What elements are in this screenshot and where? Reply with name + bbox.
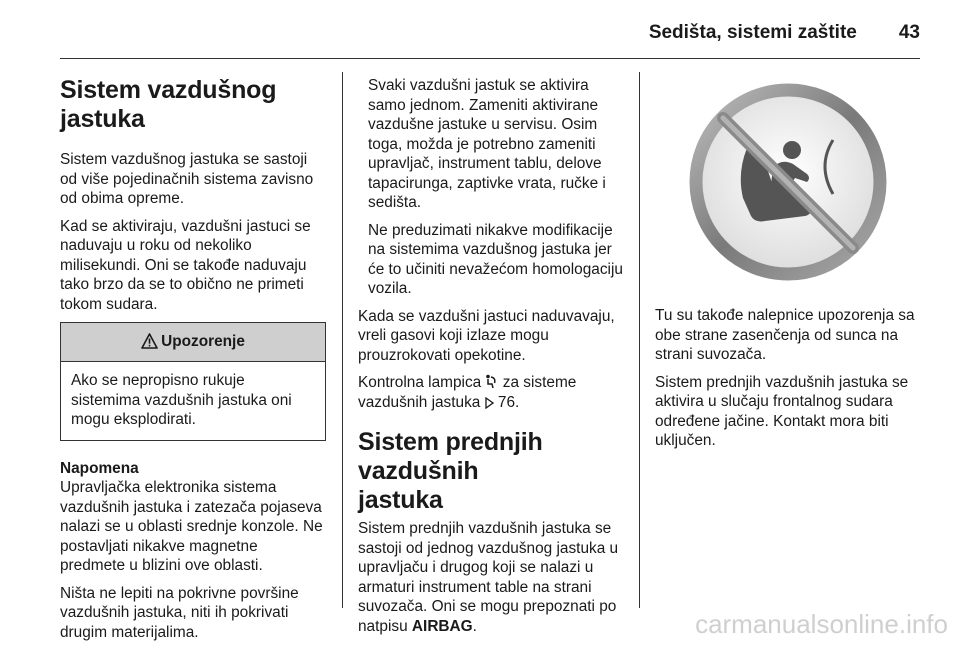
column-1 — [60, 76, 326, 650]
column-divider-2 — [639, 72, 640, 608]
header-rule — [60, 58, 920, 59]
warning-header — [61, 323, 325, 362]
note-title: Napomena — [60, 459, 139, 477]
paragraph: Sistem prednjih vazdušnih jastuka se aktivira u slučaju frontalnog sudara određene jačine. Kontakt mora biti uključen. — [655, 373, 909, 449]
warning-title: Upozorenje — [161, 333, 245, 350]
header-title: Sedišta, sistemi zaštite — [648, 22, 857, 43]
paragraph: Svaki vazdušni jastuk se aktivira samo jednom. Zameniti aktivirane vazdušne jastuke u servisu. Osim toga, možda je potrebno zameniti upravljač, instrument tablu, delove tapacirunga, zaptivke vrata, ručke i sedišta. — [368, 77, 606, 211]
airbag-label: AIRBAG — [411, 617, 473, 635]
paragraph-indicator-lamp: Kontrolna lampica za sisteme vazdušnih jastuka 76. — [358, 374, 577, 411]
page-number: 43 — [898, 22, 920, 43]
column-2 — [358, 76, 626, 644]
section-heading-front-airbag: Sistem prednjih vazdušnih jastuka — [358, 428, 543, 514]
airbag-indicator-icon — [485, 374, 498, 389]
paragraph: Kada se vazdušni jastuci naduvavaju, vreli gasovi koji izlaze mogu prouzrokovati opekotine. — [358, 307, 615, 364]
warning-text: Ako se nepropisno rukuje sistemima vazdušnih jastuka oni mogu eksplodirati. — [71, 372, 292, 428]
paragraph: Tu su takođe nalepnice upozorenja sa obe strane zasenčenja od sunca na strani suvozača. — [655, 307, 915, 363]
section-heading-airbag-system: Sistem vazdušnog jastuka — [60, 76, 277, 133]
page-reference-icon — [485, 397, 494, 409]
page-header — [60, 18, 920, 48]
warning-triangle-icon — [141, 333, 158, 349]
warning-box — [60, 322, 326, 441]
paragraph: Ne preduzimati nikakve modifikacije na sistemima vazdušnog jastuka jer će to učiniti nevažećom homologaciju vozila. — [368, 221, 623, 297]
column-3 — [655, 76, 921, 459]
paragraph: Sistem vazdušnog jastuka se sastoji od više pojedinačnih sistema zavisno od obima opreme. — [60, 151, 314, 207]
column-divider-1 — [342, 72, 343, 608]
watermark: carmanualsonline.info — [695, 609, 948, 639]
paragraph-front-airbag: Sistem prednjih vazdušnih jastuka se sastoji od jednog vazdušnog jastuka u upravljaču i drugog koji se nalazi u armaturi instrument table na strani suvozača. Oni se mogu prepoznati po natpisu AIRBAG. — [358, 520, 619, 635]
indented-block — [358, 76, 626, 299]
no-child-seat-airbag-sign — [655, 78, 921, 290]
paragraph: Ništa ne lepiti na pokrivne površine vazdušnih jastuka, niti ih pokrivati drugim materijalima. — [60, 584, 299, 641]
paragraph: Kad se aktiviraju, vazdušni jastuci se naduvaju u roku od nekoliko milisekundi. Oni se takođe naduvaju tako brzo da se to obično ne primeti tokom sudara. — [60, 217, 311, 313]
note-text: Upravljačka elektronika sistema vazdušnih jastuka i zatezača pojaseva nalazi se u oblasti srednje konzole. Ne postavljati nikakve magnetne predmete u blizini ove oblasti. — [60, 479, 323, 574]
